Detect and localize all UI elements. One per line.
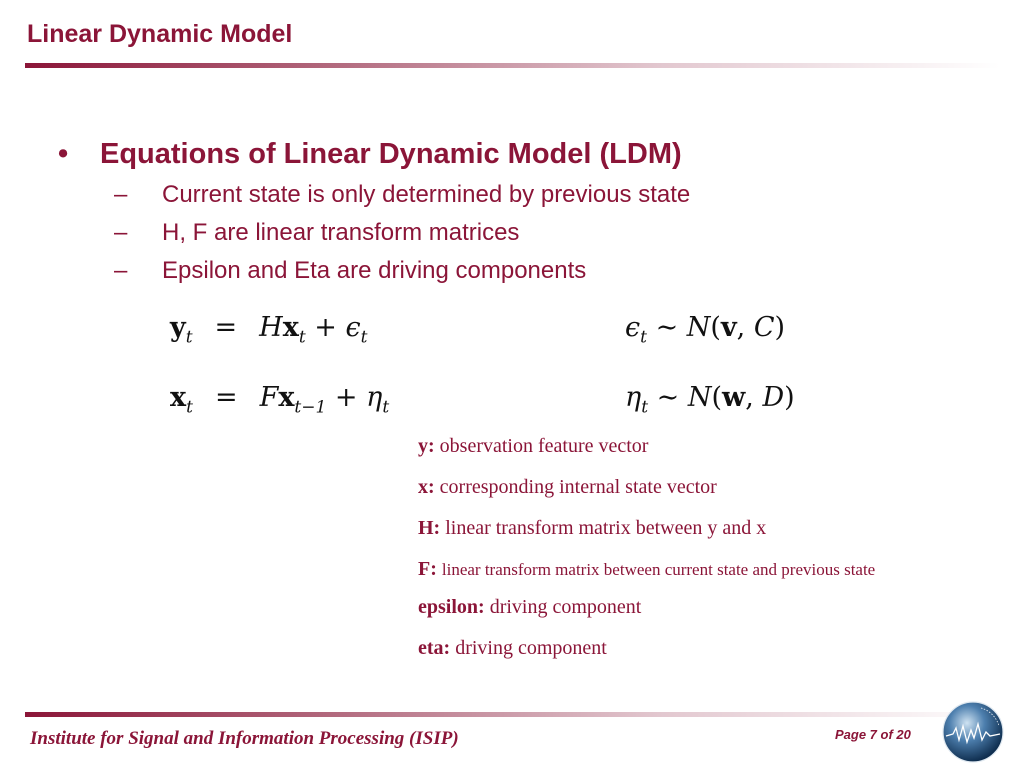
sub-bullet-text: H, F are linear transform matrices (162, 219, 520, 246)
eq-subscript: t (641, 397, 649, 418)
eq-subscript: t (640, 327, 647, 348)
eq-lhs: y (170, 312, 186, 343)
definition-desc: linear transform matrix between current state and previous state (441, 560, 876, 579)
definition-item (418, 475, 938, 499)
state-equation (170, 382, 389, 417)
dash-marker: – (114, 181, 128, 208)
definition-item (418, 434, 938, 458)
title-divider (25, 63, 1000, 68)
eq-var: x (282, 312, 299, 343)
definition-term: F: (418, 558, 437, 580)
page-number: Page 7 of 20 (835, 727, 911, 742)
dash-marker: – (114, 219, 128, 246)
eq-matrix: F (259, 382, 279, 413)
footer-divider (25, 712, 1000, 717)
eq-equals: = (214, 312, 238, 343)
eq-equals: = (214, 382, 238, 413)
eq-subscript: t (186, 397, 193, 418)
definition-item (418, 595, 938, 619)
eta-distribution: $\eta_t$ ∼ N(w, D) (625, 382, 795, 418)
dist-tilde: ∼ (655, 312, 679, 343)
definition-term: x: (418, 476, 435, 498)
eq-plus: + (334, 382, 358, 413)
definition-desc: driving component (489, 596, 642, 618)
sub-bullet (114, 218, 690, 256)
dash-marker: – (114, 257, 128, 284)
slide-title: Linear Dynamic Model (27, 20, 293, 48)
sub-bullet-text: Epsilon and Eta are driving components (162, 257, 587, 284)
eq-subscript: t (298, 327, 306, 348)
sub-bullet-list (114, 180, 690, 294)
definition-desc: driving component (455, 637, 607, 659)
eq-noise: η (366, 382, 383, 413)
eq-var: x (278, 382, 295, 413)
dist-tilde: ∼ (656, 382, 680, 413)
eq-lhs: x (170, 382, 187, 413)
dist-mean: w (722, 382, 746, 413)
eq-plus: + (314, 312, 337, 343)
dist-name: N (686, 312, 711, 343)
definition-term: y: (418, 435, 435, 457)
sub-bullet (114, 256, 690, 294)
definition-item (418, 636, 938, 660)
definition-item (418, 516, 938, 540)
dist-cov: D (762, 382, 785, 413)
eq-subscript: t (360, 327, 368, 348)
dist-cov: C (753, 312, 775, 343)
dist-var: η (625, 382, 642, 413)
definition-desc: observation feature vector (439, 435, 649, 457)
main-bullet (58, 138, 682, 171)
sub-bullet (114, 180, 690, 218)
observation-equation (170, 312, 367, 347)
definitions-list (418, 434, 938, 660)
eq-subscript: t (185, 327, 193, 348)
bullet-marker: • (58, 138, 69, 170)
definition-desc: corresponding internal state vector (439, 476, 717, 498)
eq-subscript: t−1 (294, 397, 327, 418)
footer-institute: Institute for Signal and Information Processing (ISIP) (30, 728, 459, 749)
definition-term: epsilon: (418, 596, 485, 618)
definition-item (418, 557, 938, 582)
definition-term: eta: (418, 637, 451, 659)
sub-bullet-text: Current state is only determined by previous state (162, 181, 691, 208)
main-bullet-text: Equations of Linear Dynamic Model (LDM) (100, 138, 682, 170)
definition-desc: linear transform matrix between y and x (445, 517, 767, 539)
eq-subscript: t (382, 397, 390, 418)
eq-matrix: H (259, 312, 283, 343)
definition-term: H: (418, 517, 441, 539)
isip-globe-logo-icon (941, 700, 1005, 764)
dist-name: N (687, 382, 712, 413)
dist-mean: v (720, 312, 737, 343)
epsilon-distribution: $\epsilon_t$ ∼ N(v, C) (625, 312, 786, 348)
dist-var: ϵ (625, 312, 641, 343)
eq-noise: ϵ (345, 312, 361, 343)
